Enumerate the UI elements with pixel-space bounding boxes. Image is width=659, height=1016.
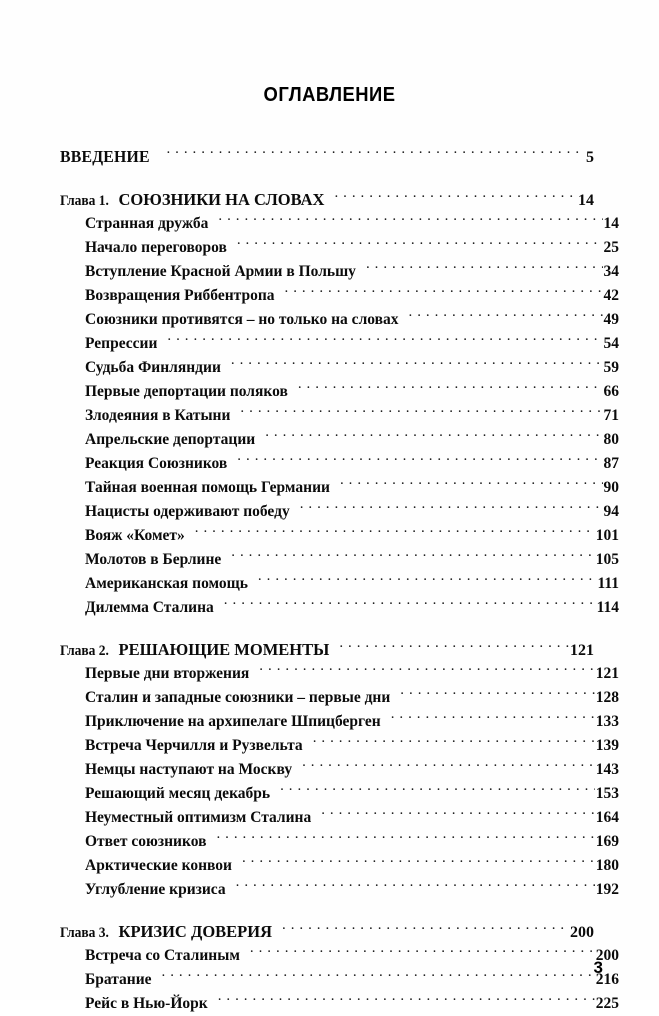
toc-entry-section[interactable] xyxy=(60,260,619,284)
chapter-list xyxy=(60,188,619,1016)
toc-entry-label: Апрельские депортации xyxy=(85,431,256,448)
toc-entry-section[interactable] xyxy=(60,782,619,806)
dot-leader xyxy=(339,639,569,655)
toc-entry-section[interactable] xyxy=(60,596,619,620)
toc-entry-section[interactable] xyxy=(60,830,619,854)
toc-entry-label: Вояж «Комет» xyxy=(85,527,185,544)
toc-entry-section[interactable] xyxy=(60,332,619,356)
chapter-title: КРИЗИС ДОВЕРИЯ xyxy=(118,922,272,941)
toc-entry-label: Судьба Финляндии xyxy=(85,359,221,376)
toc-entry-page: 80 xyxy=(603,431,619,448)
dot-leader xyxy=(216,830,594,846)
toc-entry-page: 192 xyxy=(595,881,619,898)
dot-leader xyxy=(240,404,602,420)
dot-leader xyxy=(265,428,602,444)
dot-leader xyxy=(400,686,594,702)
toc-entry-section[interactable] xyxy=(60,476,619,500)
toc-entry-section[interactable] xyxy=(60,212,619,236)
toc-entry-page: 71 xyxy=(603,407,619,424)
toc-entry-section[interactable] xyxy=(60,944,619,968)
toc-entry-label xyxy=(60,920,281,944)
dot-leader xyxy=(258,572,597,588)
toc-entry-page: 42 xyxy=(603,287,619,304)
toc-entry-label: Странная дружба xyxy=(85,215,209,232)
toc-entry-label: Встреча Черчилля и Рузвельта xyxy=(85,737,303,754)
table-of-contents xyxy=(60,144,619,1016)
toc-entry-chapter[interactable] xyxy=(60,188,594,212)
dot-leader xyxy=(250,944,595,960)
toc-entry-section[interactable] xyxy=(60,734,619,758)
toc-entry-section[interactable] xyxy=(60,758,619,782)
dot-leader xyxy=(195,524,595,540)
toc-entry-page: 143 xyxy=(595,761,619,778)
toc-entry-label: Нацисты одерживают победу xyxy=(85,503,290,520)
chapter-prefix: Глава 3. xyxy=(60,925,109,941)
toc-entry-page: 216 xyxy=(595,971,619,988)
toc-entry-section[interactable] xyxy=(60,500,619,524)
dot-leader xyxy=(218,992,595,1008)
dot-leader xyxy=(166,146,585,162)
toc-entry-section[interactable] xyxy=(60,992,619,1016)
dot-leader xyxy=(340,476,603,492)
toc-entry-label: Решающий месяц декабрь xyxy=(85,785,271,802)
toc-entry-page: 90 xyxy=(603,479,619,496)
toc-entry-page: 87 xyxy=(603,455,619,472)
toc-entry-label: Дилемма Сталина xyxy=(85,599,214,616)
toc-entry-label: Репрессии xyxy=(85,335,158,352)
toc-entry-section[interactable] xyxy=(60,686,619,710)
toc-entry-section[interactable] xyxy=(60,404,619,428)
toc-entry-section[interactable] xyxy=(60,878,619,902)
dot-leader xyxy=(237,236,603,252)
dot-leader xyxy=(285,284,603,300)
toc-entry-page: 200 xyxy=(570,924,594,941)
toc-entry-label: Американская помощь xyxy=(85,575,248,592)
toc-entry-section[interactable] xyxy=(60,710,619,734)
toc-entry-label: Встреча со Сталиным xyxy=(85,947,240,964)
toc-entry-page: 34 xyxy=(603,263,619,280)
toc-entry-label: Арктические конвои xyxy=(85,857,232,874)
toc-entry-page: 14 xyxy=(578,192,594,209)
toc-entry-page: 164 xyxy=(595,809,619,826)
chapter-title: СОЮЗНИКИ НА СЛОВАХ xyxy=(118,190,325,209)
chapter-group xyxy=(60,638,619,902)
dot-leader xyxy=(334,189,577,205)
toc-entry-page: 59 xyxy=(603,359,619,376)
page-number-folio: 3 xyxy=(593,958,603,977)
dot-leader xyxy=(302,758,595,774)
toc-entry-label: Союзники противятся – но только на словах xyxy=(85,311,399,328)
toc-entry-page: 54 xyxy=(603,335,619,352)
dot-leader xyxy=(231,548,594,564)
toc-entry-label: Немцы наступают на Москву xyxy=(85,761,293,778)
toc-entry-section[interactable] xyxy=(60,968,619,992)
toc-entry-label: Рейс в Нью-Йорк xyxy=(85,995,208,1012)
toc-entry-page: 153 xyxy=(595,785,619,802)
toc-entry-label: Вступление Красной Армии в Польшу xyxy=(85,263,356,280)
toc-entry-section[interactable] xyxy=(60,428,619,452)
toc-entry-introduction[interactable] xyxy=(60,144,594,170)
toc-entry-chapter[interactable] xyxy=(60,920,594,944)
toc-entry-page: 66 xyxy=(603,383,619,400)
toc-entry-section[interactable] xyxy=(60,854,619,878)
toc-entry-section[interactable] xyxy=(60,662,619,686)
toc-entry-label xyxy=(60,188,333,212)
toc-entry-label: Неуместный оптимизм Сталина xyxy=(85,809,312,826)
dot-leader xyxy=(280,782,595,798)
dot-leader xyxy=(242,854,595,870)
toc-entry-page: 111 xyxy=(597,575,619,592)
toc-entry-page: 49 xyxy=(603,311,619,328)
toc-entry-page: 200 xyxy=(595,947,619,964)
dot-leader xyxy=(366,260,603,276)
toc-entry-page: 121 xyxy=(570,642,594,659)
toc-entry-label: Возвращения Риббентропа xyxy=(85,287,275,304)
toc-entry-label: Первые депортации поляков xyxy=(85,383,288,400)
dot-leader xyxy=(409,308,603,324)
toc-entry-page: 139 xyxy=(595,737,619,754)
toc-entry-page: 14 xyxy=(603,215,619,232)
toc-entry-page: 105 xyxy=(595,551,619,568)
toc-entry-page: 25 xyxy=(603,239,619,256)
page-title: ОГЛАВЛЕНИЕ xyxy=(263,84,396,106)
toc-entry-label: Реакция Союзников xyxy=(85,455,228,472)
chapter-group xyxy=(60,920,619,1016)
toc-entry-section[interactable] xyxy=(60,356,619,380)
toc-entry-label: Сталин и западные союзники – первые дни xyxy=(85,689,391,706)
dot-leader xyxy=(218,212,602,228)
toc-entry-label: Молотов в Берлине xyxy=(85,551,222,568)
dot-leader xyxy=(391,710,595,726)
dot-leader xyxy=(237,452,602,468)
dot-leader xyxy=(259,662,594,678)
toc-entry-section[interactable] xyxy=(60,548,619,572)
toc-entry-section[interactable] xyxy=(60,806,619,830)
toc-entry-page: 133 xyxy=(595,713,619,730)
toc-entry-page: 180 xyxy=(595,857,619,874)
dot-leader xyxy=(282,921,569,937)
toc-entry-page: 5 xyxy=(586,149,594,166)
toc-entry-label: Углубление кризиса xyxy=(85,881,226,898)
chapter-group xyxy=(60,188,619,620)
chapter-prefix: Глава 1. xyxy=(60,193,109,209)
toc-entry-page: 114 xyxy=(596,599,619,616)
toc-entry-section[interactable] xyxy=(60,236,619,260)
toc-entry-section[interactable] xyxy=(60,572,619,596)
toc-entry-page: 169 xyxy=(595,833,619,850)
toc-entry-label: Тайная военная помощь Германии xyxy=(85,479,330,496)
dot-leader xyxy=(231,356,603,372)
toc-entry-label xyxy=(60,638,338,662)
chapter-title: РЕШАЮЩИЕ МОМЕНТЫ xyxy=(118,640,330,659)
dot-leader xyxy=(236,878,595,894)
dot-leader xyxy=(162,968,595,984)
toc-entry-section[interactable] xyxy=(60,380,619,404)
toc-entry-section[interactable] xyxy=(60,452,619,476)
toc-entry-page: 225 xyxy=(595,995,619,1012)
toc-entry-page: 94 xyxy=(603,503,619,520)
toc-entry-page: 121 xyxy=(595,665,619,682)
dot-leader xyxy=(224,596,596,612)
toc-entry-page: 101 xyxy=(595,527,619,544)
toc-entry-label: Братание xyxy=(85,971,152,988)
dot-leader xyxy=(321,806,595,822)
toc-entry-section[interactable] xyxy=(60,284,619,308)
chapter-prefix: Глава 2. xyxy=(60,643,109,659)
dot-leader xyxy=(313,734,595,750)
toc-entry-page: 128 xyxy=(595,689,619,706)
toc-entry-section[interactable] xyxy=(60,308,619,332)
dot-leader xyxy=(298,380,603,396)
toc-entry-chapter[interactable] xyxy=(60,638,594,662)
toc-entry-label: Приключение на архипелаге Шпицберген xyxy=(85,713,381,730)
toc-entry-label: Начало переговоров xyxy=(85,239,227,256)
toc-entry-label: Ответ союзников xyxy=(85,833,207,850)
dot-leader xyxy=(167,332,602,348)
toc-entry-section[interactable] xyxy=(60,524,619,548)
toc-entry-label: ВВЕДЕНИЕ xyxy=(60,147,150,166)
toc-entry-label: Первые дни вторжения xyxy=(85,665,250,682)
toc-entry-label: Злодеяния в Катыни xyxy=(85,407,231,424)
dot-leader xyxy=(300,500,603,516)
